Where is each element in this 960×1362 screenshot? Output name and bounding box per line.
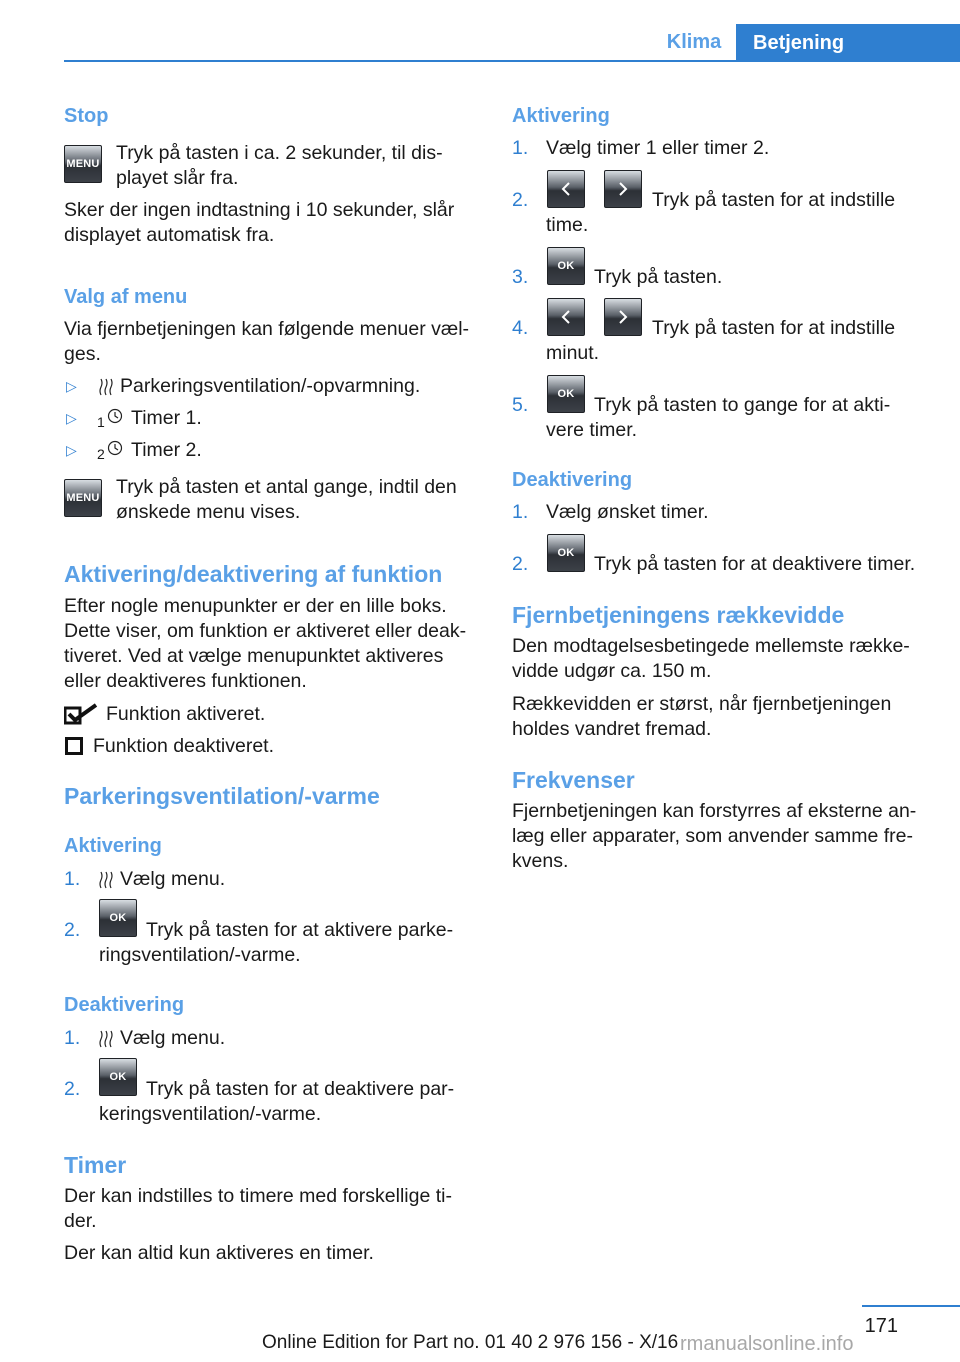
heading-aktivering-deaktivering: Aktivering/deaktivering af funktion [64,561,443,587]
funktion-deaktiveret: Funktion deaktiveret. [93,735,275,757]
heading-frekvenser: Frekvenser [512,767,635,793]
valg-text-1: Via fjernbetjeningen kan følgende menuer væl- [64,318,470,340]
arrow-left-key-icon [547,298,585,336]
arrow-right-key-icon [604,298,642,336]
clock-icon [106,439,124,457]
clock-icon [106,407,124,425]
heading-stop: Stop [64,105,109,127]
bullet-triangle-icon: ▷ [66,442,77,458]
akt-step-2-line1: Tryk på tasten for at aktivere parke- [146,919,454,941]
step-number: 5. [512,394,529,416]
step-number: 4. [512,317,529,339]
deak-step-2-line1: Tryk på tasten for at deaktivere par- [146,1078,455,1100]
checkbox-empty-icon [64,736,84,756]
arrow-left-key-icon [547,170,585,208]
tab-betjening[interactable]: Betjening [736,24,960,62]
ok-key-icon: OK [547,247,585,285]
range-text-4: holdes vandret fremad. [512,718,712,740]
page-header [0,0,960,62]
heading-parkeringsventilation: Parkeringsventilation/-varme [64,783,380,809]
heading-timer: Timer [64,1152,127,1178]
timer-step-5-line2: vere timer. [546,419,638,441]
step-number: 2. [512,189,529,211]
bullet-triangle-icon: ▷ [66,410,77,426]
ok-key-icon: OK [547,375,585,413]
checkbox-checked-icon [64,703,98,725]
aktdeak-text-3: tiveret. Ved at vælge menupunktet aktiveres [64,645,444,667]
aktdeak-text-2: Dette viser, om funktion er aktiveret eller deak- [64,620,467,642]
step-number: 1. [64,868,81,890]
menu-key-icon: MENU [64,479,102,517]
ventilation-icon [98,870,114,890]
timer-text-1: Der kan indstilles to timere med forskellige ti- [64,1185,452,1207]
tab-klima[interactable]: Klima [666,30,722,53]
akt-step-2-line2: ringsventilation/-varme. [99,944,301,966]
deak-timer-step-1: Vælg ønsket timer. [546,501,709,523]
ok-key-icon: OK [99,1058,137,1096]
freq-text-1: Fjernbetjeningen kan forstyrres af eksterne an- [512,800,917,822]
timer-step-2-line1: Tryk på tasten for at indstille [652,189,896,211]
arrow-right-key-icon [604,170,642,208]
step-number: 1. [64,1027,81,1049]
range-text-3: Rækkevidden er størst, når fjernbetjeningen [512,693,892,715]
timer-step-3: Tryk på tasten. [594,266,723,288]
stop-paragraph-2: displayet automatisk fra. [64,224,275,246]
heading-raekkevidde: Fjernbetjeningens rækkevidde [512,602,845,628]
ventilation-icon [98,377,114,397]
watermark: rmanualsonline.info [680,1333,854,1355]
timer-step-5-line1: Tryk på tasten to gange for at akti- [594,394,891,416]
timer-text-2: der. [64,1210,97,1232]
timer-text-3: Der kan altid kun aktiveres en timer. [64,1242,374,1264]
step-number: 2. [512,553,529,575]
stop-text-2: playet slår fra. [116,167,239,189]
akt-step-1: Vælg menu. [120,868,226,890]
heading-valg-af-menu: Valg af menu [64,286,188,308]
valg-text-2: ges. [64,343,101,365]
heading-deaktivering-timer: Deaktivering [512,469,633,491]
ventilation-icon [98,1029,114,1049]
funktion-aktiveret: Funktion aktiveret. [106,703,266,725]
freq-text-3: kvens. [512,850,569,872]
heading-aktivering: Aktivering [64,835,162,857]
step-number: 1. [512,137,529,159]
aktdeak-text-4: eller deaktiveres funktionen. [64,670,307,692]
timer2-prefix: 2 [97,446,105,462]
timer-step-4-line2: minut. [546,342,600,364]
timer-step-1: Vælg timer 1 eller timer 2. [546,137,770,159]
aktdeak-text-1: Efter nogle menupunkter er der en lille boks. [64,595,447,617]
timer-step-4-line1: Tryk på tasten for at indstille [652,317,896,339]
range-text-1: Den modtagelsesbetingede mellemste række- [512,635,910,657]
menu-press-text-1: Tryk på tasten et antal gange, indtil den [116,476,457,498]
deak-timer-step-2: Tryk på tasten for at deaktivere timer. [594,553,916,575]
step-number: 1. [512,501,529,523]
freq-text-2: læg eller apparater, som anvender samme fre- [512,825,914,847]
deak-step-1: Vælg menu. [120,1027,226,1049]
step-number: 2. [64,919,81,941]
menu-press-text-2: ønskede menu vises. [116,501,301,523]
page-number: 171 [864,1315,898,1337]
timer-step-2-line2: time. [546,214,589,236]
heading-aktivering-timer: Aktivering [512,105,610,127]
ok-key-icon: OK [99,899,137,937]
step-number: 3. [512,266,529,288]
step-number: 2. [64,1078,81,1100]
bullet-timer2: Timer 2. [131,439,202,461]
ok-key-icon: OK [547,534,585,572]
timer1-prefix: 1 [97,414,105,430]
bullet-triangle-icon: ▷ [66,378,77,394]
deak-step-2-line2: keringsventilation/-varme. [99,1103,322,1125]
edition-text: Online Edition for Part no. 01 40 2 976 156 - X/16 [262,1332,679,1353]
heading-deaktivering: Deaktivering [64,994,185,1016]
stop-text-1: Tryk på tasten i ca. 2 sekunder, til dis- [116,142,443,164]
stop-paragraph-1: Sker der ingen indtastning i 10 sekunder, slår [64,199,455,221]
menu-key-icon: MENU [64,145,102,183]
header-rule [64,60,960,62]
footer-rule [862,1305,960,1307]
bullet-timer1: Timer 1. [131,407,202,429]
bullet-parkering: Parkeringsventilation/-opvarmning. [120,375,421,397]
range-text-2: vidde udgør ca. 150 m. [512,660,712,682]
